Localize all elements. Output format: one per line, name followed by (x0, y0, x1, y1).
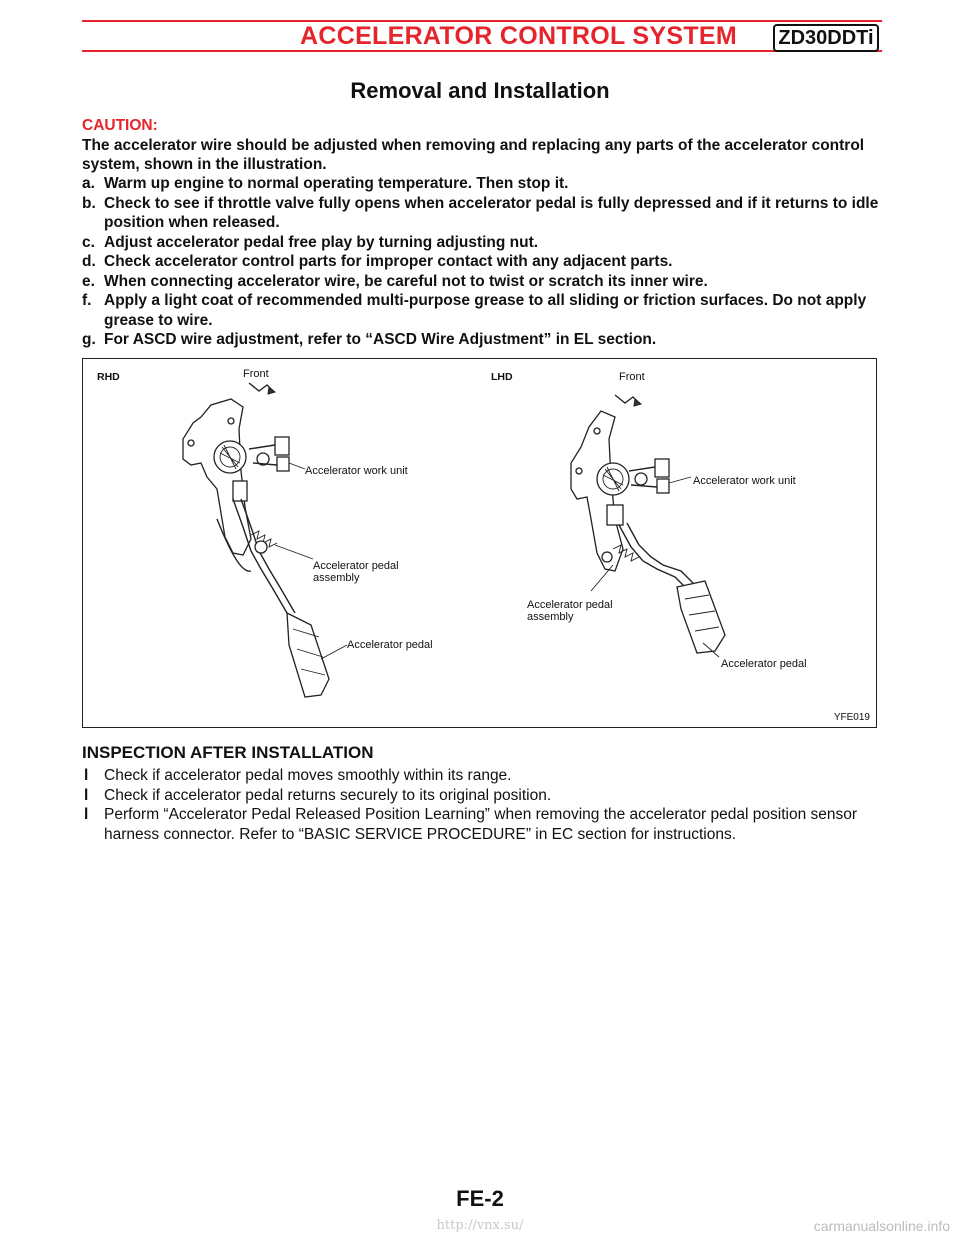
bullet-icon: l (84, 767, 89, 784)
step-g (82, 330, 882, 350)
rhd-label: RHD (97, 371, 120, 383)
label-line: assembly (313, 572, 360, 584)
caution-label: CAUTION: (82, 117, 158, 134)
model-badge: ZD30DDTi (773, 24, 879, 52)
lhd-label: LHD (491, 371, 513, 383)
inspection-item-text: Check if accelerator pedal returns securely to its original position. (104, 786, 552, 804)
watermark-site: carmanualsonline.info (813, 1218, 950, 1234)
lhd-connector (657, 479, 669, 493)
rhd-connector (275, 437, 289, 455)
rhd-connector (277, 457, 289, 471)
inspection-item-text: Perform “Accelerator Pedal Released Position Learning” when removing the accelerator pedal position sensor harness connector. Refer to “BASIC SERVICE PROCEDURE” in EC section for instructions. (104, 806, 858, 843)
pedal-illustration (82, 358, 877, 728)
lhd-pedal-arm (619, 525, 687, 589)
inspection-list (82, 766, 882, 844)
caution-text: The accelerator wire should be adjusted when removing and replacing any parts of the accelerator control system, shown in the illustration. (82, 136, 865, 173)
step-letter: e. (82, 272, 95, 290)
figure-code: YFE019 (833, 712, 870, 723)
step-letter: a. (82, 175, 95, 192)
step-text: For ASCD wire adjustment, refer to “ASCD Wire Adjustment” in EL section. (104, 331, 657, 348)
caution-block (82, 116, 882, 175)
label-line: Accelerator pedal (313, 560, 399, 572)
step-letter: c. (82, 233, 95, 251)
step-text: Warm up engine to normal operating temperature. Then stop it. (104, 175, 569, 192)
lhd-bolt-hole (576, 468, 582, 474)
inspection-item (82, 766, 882, 786)
step-f (82, 291, 882, 330)
step-letter: d. (82, 253, 96, 270)
lhd-work-unit-label: Accelerator work unit (693, 475, 796, 487)
step-text: Adjust accelerator pedal free play by turning adjusting nut. (104, 233, 539, 251)
rhd-bolt-hole (188, 440, 194, 446)
inspection-title: INSPECTION AFTER INSTALLATION (82, 743, 374, 762)
inspection-item (82, 805, 882, 844)
step-c (82, 233, 882, 253)
step-text: Apply a light coat of recommended multi-purpose grease to all sliding or friction surfaces. Do not apply grease to wire. (104, 292, 867, 329)
step-d (82, 252, 882, 272)
header-rule-bottom (82, 50, 882, 52)
inspection-item (82, 786, 882, 806)
front-arrow-head-icon (268, 387, 275, 394)
pedal-drawing (83, 359, 875, 726)
lhd-pedal-assembly-label (527, 599, 613, 623)
lhd-pedal-pad (677, 581, 725, 653)
step-b (82, 194, 882, 233)
page-number: FE-2 (456, 1186, 504, 1211)
rhd-bracket (183, 399, 251, 555)
step-text: Check to see if throttle valve fully opens when accelerator pedal is fully depressed and if it returns to idle position when released. (104, 194, 879, 231)
step-letter: b. (82, 194, 96, 212)
footer-url[interactable]: http://vnx.su/ (436, 1218, 524, 1233)
step-e (82, 272, 882, 292)
rhd-front-label: Front (243, 368, 269, 380)
steps-list (82, 174, 882, 350)
lhd-connector (655, 459, 669, 477)
rhd-bolt-hole (228, 418, 234, 424)
rhd-pedal-pad (287, 613, 329, 697)
lhd-bolt-hole (594, 428, 600, 434)
step-text: Check accelerator control parts for improper contact with any adjacent parts. (104, 253, 673, 270)
step-letter: f. (82, 292, 92, 309)
rhd-work-unit-label: Accelerator work unit (305, 465, 408, 477)
step-text: When connecting accelerator wire, be careful not to twist or scratch its inner wire. (104, 272, 708, 290)
bullet-icon: l (84, 806, 89, 823)
rhd-pedal-assembly-label (313, 560, 399, 584)
step-a (82, 174, 882, 194)
inspection-item-text: Check if accelerator pedal moves smoothly within its range. (104, 767, 512, 784)
header-title: ACCELERATOR CONTROL SYSTEM (300, 22, 737, 50)
rhd-sensor-block (233, 481, 247, 501)
front-arrow-head-icon (634, 399, 641, 406)
section-title: Removal and Installation (350, 78, 610, 103)
label-line: assembly (527, 611, 574, 623)
label-line: Accelerator pedal (527, 599, 613, 611)
step-letter: g. (82, 331, 96, 348)
lhd-sensor-block (607, 505, 623, 525)
bullet-icon: l (84, 786, 89, 804)
rhd-pedal-label: Accelerator pedal (347, 639, 433, 651)
lhd-pedal-label: Accelerator pedal (721, 658, 807, 670)
lhd-front-label: Front (619, 371, 645, 383)
